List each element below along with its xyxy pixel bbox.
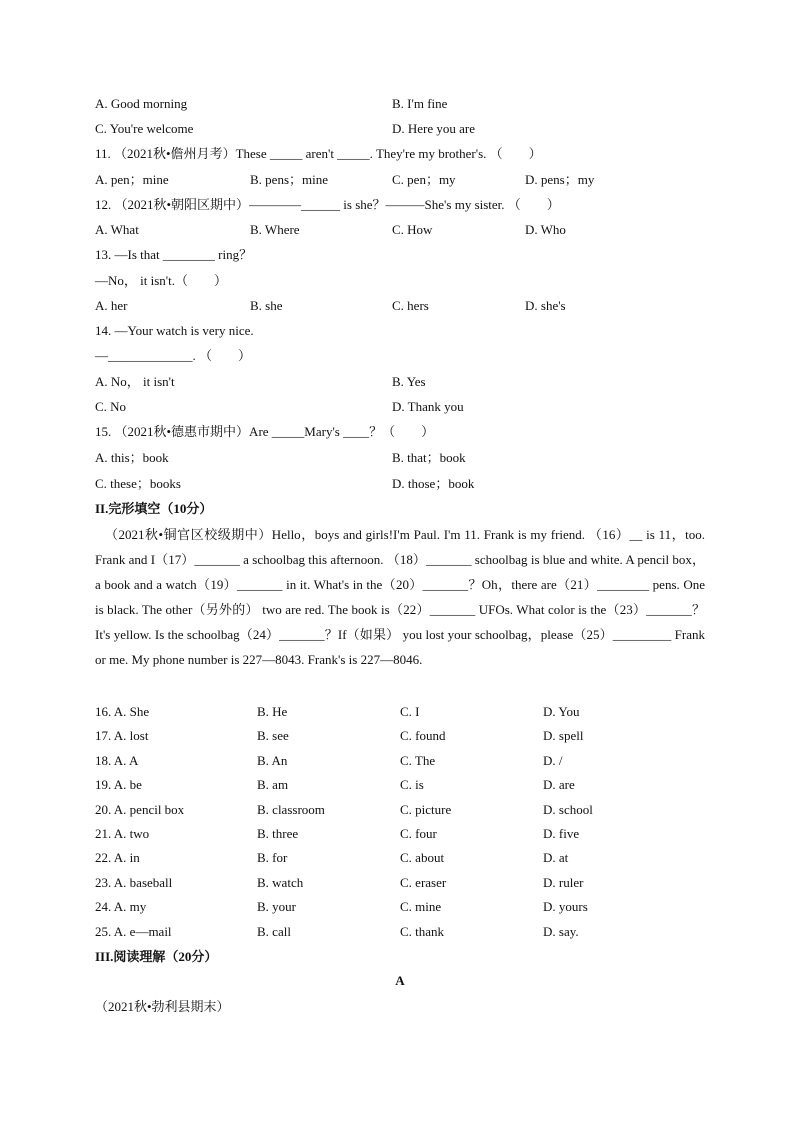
cloze-q18-option-d: D. / bbox=[543, 752, 563, 768]
cloze-q24-option-c: C. mine bbox=[400, 899, 442, 915]
q11-option-d: D. pens；my bbox=[525, 172, 595, 187]
cloze-q23-option-d: D. ruler bbox=[543, 874, 584, 890]
question-14: 14. —Your watch is very nice. bbox=[95, 323, 254, 338]
q15-option-c: C. these；books bbox=[95, 476, 181, 491]
cloze-q21-option-b: B. three bbox=[257, 826, 299, 841]
question-14-answer-line: —_____________. （ ） bbox=[95, 348, 252, 363]
cloze-q16-option-a: 16. A. She bbox=[95, 704, 150, 719]
reading-heading: III.阅读理解（20分） bbox=[95, 949, 218, 964]
cloze-q22-option-c: C. about bbox=[400, 850, 445, 866]
cloze-q25-option-b: B. call bbox=[257, 923, 291, 939]
cloze-q20-option-d: D. school bbox=[543, 801, 593, 817]
question-13-answer-line: —No， it isn't.（ ） bbox=[95, 273, 227, 288]
cloze-q25-option-c: C. thank bbox=[400, 923, 445, 939]
q10-option-c: C. You're welcome bbox=[95, 121, 194, 136]
cloze-q25-option-d: D. say. bbox=[543, 923, 579, 939]
q10-option-a: A. Good morning bbox=[95, 96, 188, 111]
cloze-q17-option-c: C. found bbox=[400, 728, 446, 744]
q14-option-d: D. Thank you bbox=[392, 399, 464, 414]
q13-option-c: C. hers bbox=[392, 298, 429, 313]
cloze-q24-option-b: B. your bbox=[257, 899, 296, 915]
q10-option-b: B. I'm fine bbox=[392, 96, 448, 111]
q13-option-a: A. her bbox=[95, 298, 128, 313]
q15-option-b: B. that；book bbox=[392, 450, 466, 465]
q15-option-d: D. those；book bbox=[392, 476, 475, 491]
cloze-q20-option-b: B. classroom bbox=[257, 801, 325, 817]
cloze-q18-option-b: B. An bbox=[257, 752, 288, 768]
cloze-q21-option-c: C. four bbox=[400, 826, 437, 841]
cloze-q16-option-d: D. You bbox=[543, 704, 580, 719]
cloze-q16-option-b: B. He bbox=[257, 704, 288, 719]
q13-option-b: B. she bbox=[250, 298, 283, 313]
question-11: 11. （2021秋•儋州月考）These _____ aren't _____. They're my brother's. （ ） bbox=[95, 146, 542, 161]
q14-option-a: A. No， it isn't bbox=[95, 374, 175, 389]
cloze-q24-option-d: D. yours bbox=[543, 899, 588, 915]
q11-option-c: C. pen；my bbox=[392, 172, 456, 187]
cloze-q22-option-b: B. for bbox=[257, 850, 288, 866]
cloze-q22-option-d: D. at bbox=[543, 850, 569, 866]
cloze-q17-option-d: D. spell bbox=[543, 728, 584, 744]
cloze-q17-option-a: 17. A. lost bbox=[95, 728, 149, 744]
cloze-q19-option-a: 19. A. be bbox=[95, 777, 142, 793]
cloze-passage: （2021秋•铜官区校级期中）Hello，boys and girls!I'm Paul. I'm 11. Frank is my friend. （16）__ is 11，too. Frank and I（17）_______ a schoolbag this afternoon. （18）_______ schoolbag is blue and white. A pencil box，a book and a watch（19）_______ in it. What's in the（20）_______？Oh，there are（21）________ pens. One is black. The other（另外的） two are red. The book is（22）_______ UFOs. What color is the（23）_______？It's yellow. Is the schoolbag（24）_______？If（如果） you lost your schoolbag，please（25）_________ Frank or me. My phone number is 227—8043. Frank's is 227—8046. bbox=[95, 527, 705, 667]
cloze-q24-option-a: 24. A. my bbox=[95, 899, 147, 915]
q13-option-d: D. she's bbox=[525, 298, 566, 313]
question-13: 13. —Is that ________ ring？ bbox=[95, 247, 253, 262]
reading-part-label: A bbox=[395, 973, 405, 988]
reading-source: （2021秋•勃利县期末） bbox=[95, 999, 230, 1014]
cloze-q18-option-c: C. The bbox=[400, 752, 436, 768]
question-12: 12. （2021秋•朝阳区期中）————______ is she？———She's my sister. （ ） bbox=[95, 197, 560, 212]
q14-option-c: C. No bbox=[95, 399, 127, 414]
cloze-q19-option-d: D. are bbox=[543, 777, 575, 793]
q12-option-d: D. Who bbox=[525, 222, 566, 237]
q15-option-a: A. this；book bbox=[95, 450, 169, 465]
cloze-q20-option-a: 20. A. pencil box bbox=[95, 801, 185, 817]
q14-option-b: B. Yes bbox=[392, 374, 426, 389]
q11-option-a: A. pen；mine bbox=[95, 172, 169, 187]
q12-option-b: B. Where bbox=[250, 222, 300, 237]
cloze-q22-option-a: 22. A. in bbox=[95, 850, 140, 866]
cloze-q23-option-b: B. watch bbox=[257, 874, 304, 890]
cloze-q21-option-d: D. five bbox=[543, 826, 580, 841]
cloze-q25-option-a: 25. A. e—mail bbox=[95, 923, 172, 939]
q12-option-c: C. How bbox=[392, 222, 433, 237]
cloze-q16-option-c: C. I bbox=[400, 704, 420, 719]
cloze-q19-option-c: C. is bbox=[400, 777, 424, 793]
cloze-q23-option-c: C. eraser bbox=[400, 874, 447, 890]
cloze-q21-option-a: 21. A. two bbox=[95, 826, 150, 841]
cloze-q18-option-a: 18. A. A bbox=[95, 752, 139, 768]
cloze-q17-option-b: B. see bbox=[257, 728, 289, 744]
q10-option-d: D. Here you are bbox=[392, 121, 476, 136]
cloze-q23-option-a: 23. A. baseball bbox=[95, 874, 173, 890]
question-15: 15. （2021秋•德惠市期中）Are _____Mary's ____？（ ） bbox=[95, 424, 435, 439]
cloze-q20-option-c: C. picture bbox=[400, 801, 452, 817]
cloze-q19-option-b: B. am bbox=[257, 777, 289, 793]
q11-option-b: B. pens；mine bbox=[250, 172, 328, 187]
cloze-heading: II.完形填空（10分） bbox=[95, 501, 213, 516]
q12-option-a: A. What bbox=[95, 222, 139, 237]
